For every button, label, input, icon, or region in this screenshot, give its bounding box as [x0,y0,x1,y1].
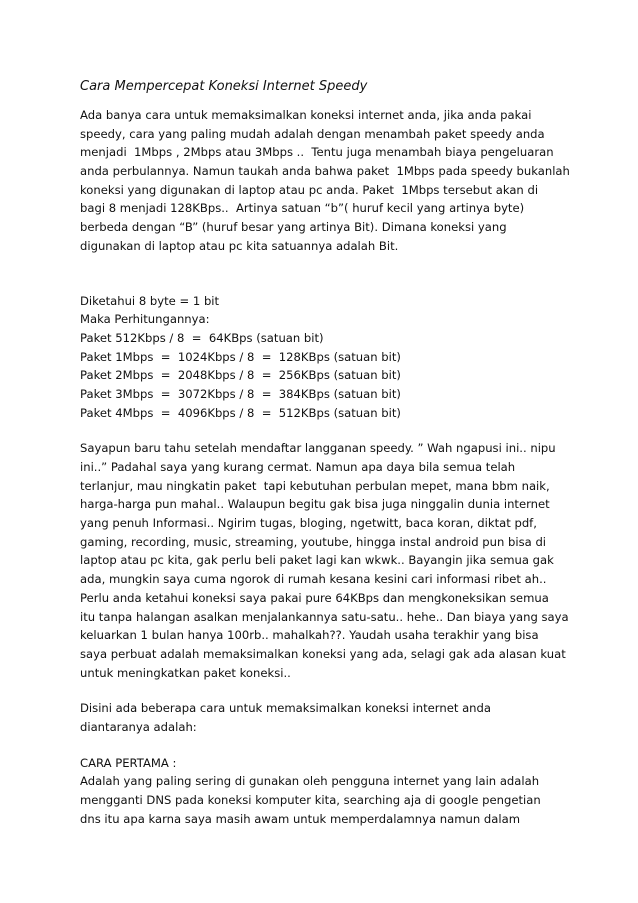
text-line: dns itu apa karna saya masih awam untuk memperdalamnya namun dalam [80,811,521,826]
text-line: Paket 1Mbps = 1024Kbps / 8 = 128KBps (satuan bit) [80,349,401,364]
paragraph-intro [80,106,570,256]
text-line: saya perbuat adalah memaksimalkan koneksi yang ada, selagi gak ada alasan kuat [80,646,566,661]
text-line: ini..” Padahal saya yang kurang cermat. Namun apa daya bila semua telah [80,460,516,474]
text-line: speedy, cara yang paling mudah adalah dengan menambah paket speedy anda [80,126,545,141]
paragraph-method-one [80,754,570,829]
section-heading: CARA PERTAMA : [80,755,177,770]
paragraph-calculation [80,292,570,423]
document-title: Cara Mempercepat Koneksi Internet Speedy [80,79,368,94]
text-line: Adalah yang paling sering di gunakan oleh pengguna internet yang lain adalah [80,774,540,789]
text-line: Paket 3Mbps = 3072Kbps / 8 = 384KBps (satuan bit) [80,386,401,401]
text-line: bagi 8 menjadi 128KBps.. Artinya satuan “b”( huruf kecil yang artinya byte) [80,201,525,216]
text-line: laptop atau pc kita, gak perlu beli paket lagi kan wkwk.. Bayangin jika semua gak [80,553,554,568]
text-line: diantaranya adalah: [80,719,197,734]
text-line: untuk meningkatkan paket koneksi.. [80,665,291,680]
text-line: Sayapun baru tahu setelah mendaftar langganan speedy. ” Wah ngapusi ini.. nipu [80,441,556,456]
text-line: keluarkan 1 bulan hanya 100rb.. mahalkah??. Yaudah usaha terakhir yang bisa [80,628,539,643]
paragraph-story [80,439,570,682]
text-line: Diketahui 8 byte = 1 bit [80,293,220,308]
text-line: Maka Perhitungannya: [80,312,210,327]
text-line: ada, mungkin saya cuma ngorok di rumah kesana kesini cari informasi ribet ah.. [80,572,547,587]
paragraph-methods-intro [80,699,570,736]
text-line: yang penuh Informasi.. Ngirim tugas, bloging, ngetwitt, baca koran, diktat pdf, [80,516,537,531]
text-line: koneksi yang digunakan di laptop atau pc anda. Paket 1Mbps tersebut akan di [80,182,539,197]
text-line: Perlu anda ketahui koneksi saya pakai pure 64KBps dan mengkoneksikan semua [80,590,549,605]
text-line: Disini ada beberapa cara untuk memaksimalkan koneksi internet anda [80,701,491,716]
text-line: harga-harga pun mahal.. Walaupun begitu gak bisa juga ninggalin dunia internet [80,497,550,512]
text-line: menjadi 1Mbps , 2Mbps atau 3Mbps .. Tentu juga menambah biaya pengeluaran [80,145,554,160]
text-line: gaming, recording, music, streaming, youtube, hingga instal android pun bisa di [80,534,547,549]
text-line: itu tanpa halangan asalkan menjalankannya satu-satu.. hehe.. Dan biaya yang saya [80,609,569,624]
text-line: Ada banya cara untuk memaksimalkan koneksi internet anda, jika anda pakai [80,108,532,122]
text-line: digunakan di laptop atau pc kita satuannya adalah Bit. [80,238,399,253]
text-line: anda perbulannya. Namun taukah anda bahwa paket 1Mbps pada speedy bukanlah [80,164,570,179]
text-line: terlanjur, mau ningkatin paket tapi kebutuhan perbulan mepet, mana bbm naik, [80,478,550,493]
text-line: Paket 2Mbps = 2048Kbps / 8 = 256KBps (satuan bit) [80,368,401,383]
text-line: Paket 512Kbps / 8 = 64KBps (satuan bit) [80,330,324,345]
text-line: Paket 4Mbps = 4096Kbps / 8 = 512KBps (satuan bit) [80,405,401,420]
text-line: berbeda dengan “B” (huruf besar yang artinya Bit). Dimana koneksi yang [80,220,507,235]
document-body [80,78,570,845]
text-line: mengganti DNS pada koneksi komputer kita, searching aja di google pengetian [80,793,541,807]
